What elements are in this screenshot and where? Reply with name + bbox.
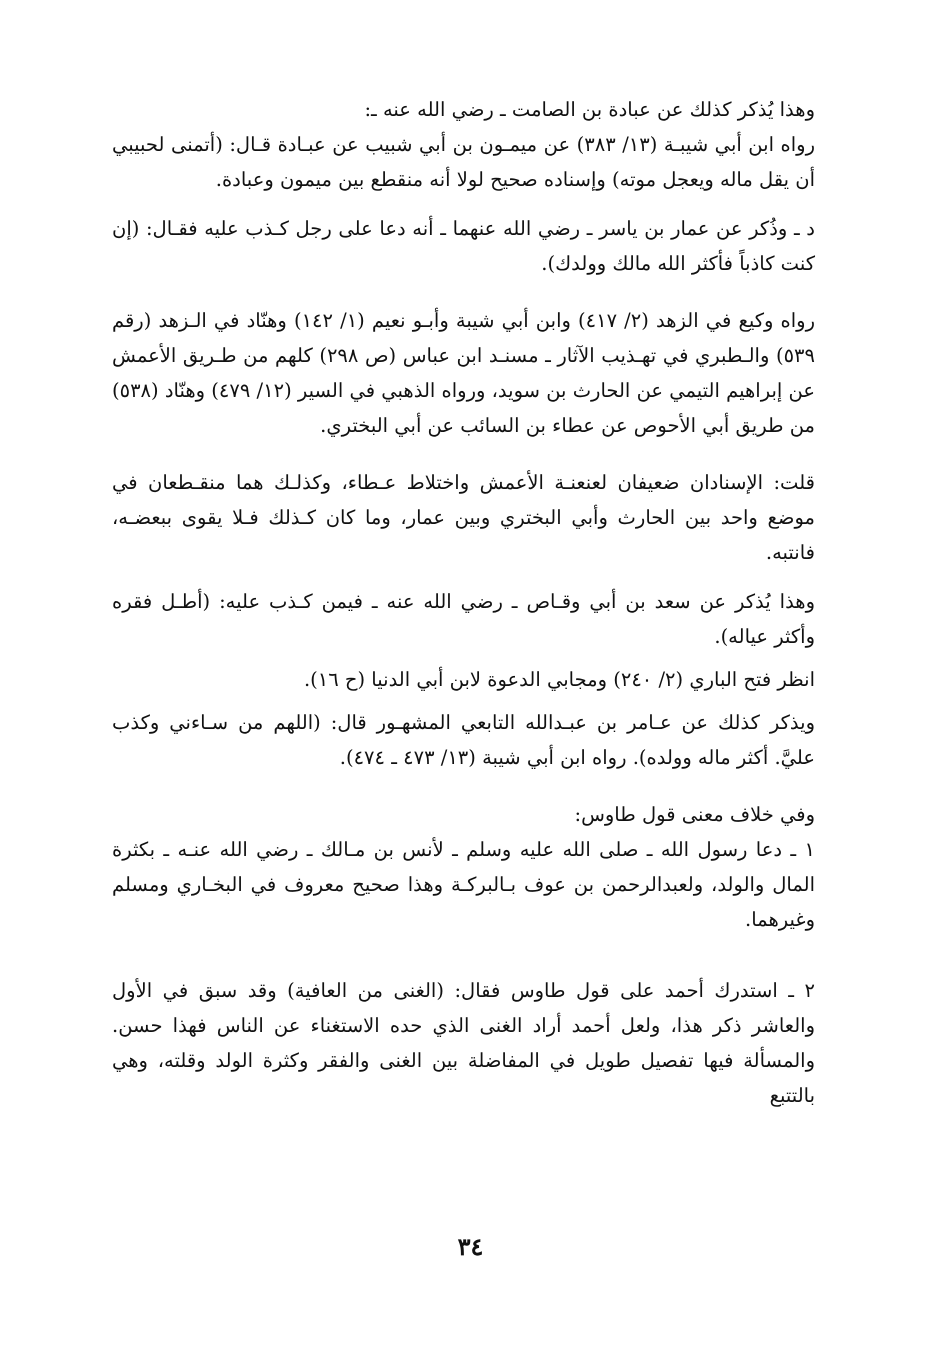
paragraph-ubadah-source: رواه ابن أبي شيبـة (١٣/ ٣٨٣) عن ميمـون بن أبي شبيب عن عبـادة قـال: (أتمنى لحبيبي أن يقل ماله ويعجل موته) وإسناده صحيح لولا أنه منقطع بين ميمون وعبادة.	[112, 133, 815, 191]
paragraph-amir: ويذكر كذلك عن عـامر بن عبـدالله التابعي المشهـور قال: (اللهم من سـاءني وكذب عليَّ. أكثر ماله وولده). رواه ابن أبي شيبة (١٣/ ٤٧٣ ـ ٤٧٤).	[112, 711, 815, 769]
paragraph-note: قلت: الإسنادان ضعيفان لعنعنـة الأعمش واختلاط عـطاء، وكذلـك هما منقـطعان في موضع واحد بين الحارث وأبي البختري وبين عمار، وما كان كـذلك فـلا يقوى ببعضـه، فانتبه.	[112, 471, 815, 564]
paragraph-ammar-intro: د ـ وذُكر عن عمار بن ياسر ـ رضي الله عنهما ـ أنه دعا على رجل كـذب عليه فقـال: (إن كنت كاذباً فأكثر الله مالك وولدك).	[112, 217, 815, 275]
paragraph-point-2: ٢ ـ استدرك أحمد على قول طاوس فقال: (الغنى من العافية) وقد سبق في الأول والعاشر ذكر هذا، ولعل أحمد أراد الغنى الذي حده الاستغناء عن الناس فهذا حسن. والمسألة فيها تفصيل طويل في المفاضلة بين الغنى والفقر وكثرة الولد وقلته، وهي بالتتبع	[112, 979, 815, 1107]
paragraph-contrary-heading: وفي خلاف معنى قول طاوس:	[574, 803, 815, 826]
paragraph-ammar-source: رواه وكيع في الزهد (٢/ ٤١٧) وابن أبي شيبة وأبـو نعيم (١/ ١٤٢) وهنّاد في الـزهد (رقم ٥٣٩) والـطبري في تهـذيب الآثار ـ مسنـد ابن عباس (ص ٢٩٨) كلهم من طـريق الأعمش عن إبراهيم التيمي عن الحارث بن سويد، ورواه الذهبي في السير (١٢/ ٤٧٩) وهنّاد (٥٣٨) من طريق أبي الأحوص عن عطاء بن السائب عن أبي البختري.	[112, 309, 815, 437]
page-body	[112, 92, 815, 1232]
paragraph-point-1: ١ ـ دعا رسول الله ـ صلى الله عليه وسلم ـ لأنس بن مـالك ـ رضي الله عنـه ـ بكثرة المال والولد، ولعبدالرحمن بن عوف بـالبركـة وهذا صحيح معروف في البخـاري ومسلم وغيرهما.	[112, 838, 815, 931]
paragraph-ubadah-intro: وهذا يُذكر كذلك عن عبادة بن الصامت ـ رضي الله عنه ـ:	[364, 98, 815, 121]
page-number: ٣٤	[457, 1232, 484, 1261]
paragraph-saad: وهذا يُذكر عن سعد بن أبي وقـاص ـ رضي الله عنه ـ فيمن كـذب عليه: (أطـل فقره وأكثر عياله).	[112, 590, 815, 648]
paragraph-fath-reference: انظر فتح الباري (٢/ ٢٤٠) ومجابي الدعوة لابن أبي الدنيا (ح ١٦).	[303, 668, 815, 691]
